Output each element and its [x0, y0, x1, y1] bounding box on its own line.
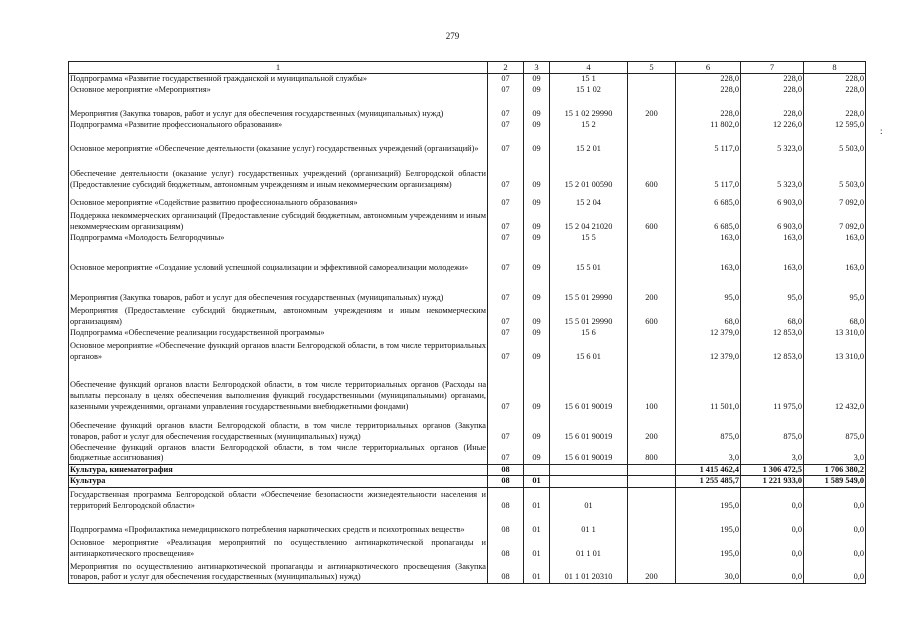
amount-year-1: 195,0: [676, 511, 741, 535]
amount-year-1: 195,0: [676, 487, 741, 511]
amount-year-1: 95,0: [676, 273, 741, 303]
row-name: Основное мероприятие «Содействие развитию профессионального образования»: [69, 190, 488, 208]
code-target-article: 01 1 01: [550, 535, 628, 559]
table-row: [69, 362, 866, 412]
code-section: 08: [488, 476, 524, 488]
row-name: Основное мероприятие «Создание условий успешной социализации и эффективной самореализации молодежи»: [69, 243, 488, 273]
amount-year-2: 0,0: [741, 535, 804, 559]
code-expense-type: 200: [628, 95, 676, 119]
code-target-article: 01 1 01 20310: [550, 559, 628, 583]
amount-year-1: 5 117,0: [676, 154, 741, 190]
table-row: [69, 130, 866, 154]
code-expense-type: 600: [628, 303, 676, 327]
amount-year-3: 5 503,0: [804, 154, 866, 190]
budget-table: [68, 61, 866, 584]
code-section: 07: [488, 243, 524, 273]
margin-mark: :: [880, 126, 883, 136]
code-subsection: 09: [524, 327, 550, 338]
code-expense-type: [628, 338, 676, 362]
amount-year-1: 68,0: [676, 303, 741, 327]
code-target-article: 15 5 01 29990: [550, 303, 628, 327]
code-target-article: [550, 476, 628, 488]
code-subsection: 01: [524, 559, 550, 583]
table-row: [69, 119, 866, 130]
amount-year-1: 228,0: [676, 73, 741, 84]
amount-year-3: 228,0: [804, 84, 866, 95]
code-subsection: 09: [524, 95, 550, 119]
amount-year-1: 12 379,0: [676, 338, 741, 362]
amount-year-2: 1 221 933,0: [741, 476, 804, 488]
code-subsection: 01: [524, 511, 550, 535]
column-header: 6: [676, 62, 741, 74]
table-row: [69, 476, 866, 488]
table-row: [69, 73, 866, 84]
code-target-article: 15 5 01 29990: [550, 273, 628, 303]
amount-year-1: 163,0: [676, 243, 741, 273]
amount-year-2: 163,0: [741, 232, 804, 243]
code-expense-type: 200: [628, 412, 676, 442]
code-subsection: 01: [524, 476, 550, 488]
row-name: Обеспечение функций органов власти Белгородской области, в том числе территориальных органов (Иные бюджетные ассигнования): [69, 442, 488, 464]
code-subsection: 09: [524, 208, 550, 232]
code-subsection: 09: [524, 243, 550, 273]
table-row: [69, 327, 866, 338]
row-name: Культура: [69, 476, 488, 488]
code-target-article: 15 5 01: [550, 243, 628, 273]
amount-year-3: 875,0: [804, 412, 866, 442]
amount-year-3: 13 310,0: [804, 338, 866, 362]
code-expense-type: [628, 190, 676, 208]
amount-year-1: 875,0: [676, 412, 741, 442]
code-subsection: 09: [524, 84, 550, 95]
code-section: 07: [488, 208, 524, 232]
amount-year-1: 6 685,0: [676, 190, 741, 208]
code-subsection: 01: [524, 487, 550, 511]
amount-year-3: 5 503,0: [804, 130, 866, 154]
row-name: Мероприятия (Закупка товаров, работ и услуг для обеспечения государственных (муниципальных) нужд): [69, 273, 488, 303]
code-subsection: 09: [524, 154, 550, 190]
row-name: Подпрограмма «Развитие государственной гражданской и муниципальной службы»: [69, 73, 488, 84]
table-body: [69, 73, 866, 583]
code-expense-type: [628, 476, 676, 488]
amount-year-2: 5 323,0: [741, 130, 804, 154]
table-row: [69, 303, 866, 327]
amount-year-2: 68,0: [741, 303, 804, 327]
table-row: [69, 338, 866, 362]
table-row: [69, 208, 866, 232]
row-name: Обеспечение деятельности (оказание услуг) государственных учреждений (организаций) Белгородской области (Предоставление субсидий бюджетным, автономным учреждениям и иным некоммерческим организациям): [69, 154, 488, 190]
code-subsection: 09: [524, 303, 550, 327]
code-expense-type: 600: [628, 208, 676, 232]
code-expense-type: 800: [628, 442, 676, 464]
amount-year-1: 11 802,0: [676, 119, 741, 130]
code-section: 07: [488, 73, 524, 84]
code-target-article: 15 6 01: [550, 338, 628, 362]
column-header: 4: [550, 62, 628, 74]
code-target-article: 15 2: [550, 119, 628, 130]
amount-year-1: 1 415 462,4: [676, 464, 741, 476]
row-name: Основное мероприятие «Обеспечение функций органов власти Белгородской области, в том числе территориальных органов»: [69, 338, 488, 362]
code-expense-type: [628, 511, 676, 535]
amount-year-1: 1 255 485,7: [676, 476, 741, 488]
code-section: 07: [488, 327, 524, 338]
amount-year-2: 0,0: [741, 511, 804, 535]
row-name: Мероприятия (Предоставление субсидий бюджетным, автономным учреждениям и иным некоммерческим организациям): [69, 303, 488, 327]
column-header: 1: [69, 62, 488, 74]
row-name: Обеспечение функций органов власти Белгородской области, в том числе территориальных органов (Закупка товаров, работ и услуг для обеспечения государственных (муниципальных) нужд): [69, 412, 488, 442]
code-expense-type: [628, 73, 676, 84]
amount-year-3: 1 589 549,0: [804, 476, 866, 488]
column-header: 5: [628, 62, 676, 74]
code-target-article: 15 1 02 29990: [550, 95, 628, 119]
code-section: 07: [488, 232, 524, 243]
code-expense-type: 200: [628, 273, 676, 303]
row-name: Подпрограмма «Профилактика немедицинского потребления наркотических средств и психотропных веществ»: [69, 511, 488, 535]
table-row: [69, 412, 866, 442]
code-target-article: 15 6 01 90019: [550, 362, 628, 412]
amount-year-2: 1 306 472,5: [741, 464, 804, 476]
table-row: [69, 243, 866, 273]
code-section: 07: [488, 442, 524, 464]
code-section: 07: [488, 412, 524, 442]
table-row: [69, 232, 866, 243]
amount-year-3: 12 432,0: [804, 362, 866, 412]
amount-year-2: 0,0: [741, 559, 804, 583]
code-subsection: 09: [524, 362, 550, 412]
amount-year-1: 12 379,0: [676, 327, 741, 338]
code-expense-type: [628, 243, 676, 273]
amount-year-3: 7 092,0: [804, 208, 866, 232]
table-row: [69, 95, 866, 119]
column-header: 2: [488, 62, 524, 74]
amount-year-1: 195,0: [676, 535, 741, 559]
table-row: [69, 511, 866, 535]
row-name: Поддержка некоммерческих организаций (Предоставление субсидий бюджетным, автономным учреждениям и иным некоммерческим организациям): [69, 208, 488, 232]
table-row: [69, 487, 866, 511]
code-subsection: 09: [524, 412, 550, 442]
code-section: 07: [488, 303, 524, 327]
code-target-article: 15 2 01 00590: [550, 154, 628, 190]
code-target-article: 15 1 02: [550, 84, 628, 95]
amount-year-3: 7 092,0: [804, 190, 866, 208]
code-subsection: 09: [524, 232, 550, 243]
code-section: 07: [488, 190, 524, 208]
amount-year-1: 163,0: [676, 232, 741, 243]
code-subsection: 09: [524, 130, 550, 154]
table-row: [69, 464, 866, 476]
amount-year-1: 5 117,0: [676, 130, 741, 154]
amount-year-2: 228,0: [741, 95, 804, 119]
code-target-article: 01: [550, 487, 628, 511]
amount-year-3: 0,0: [804, 487, 866, 511]
code-target-article: 01 1: [550, 511, 628, 535]
code-expense-type: [628, 84, 676, 95]
code-section: 07: [488, 338, 524, 362]
code-subsection: 09: [524, 73, 550, 84]
code-subsection: [524, 464, 550, 476]
code-subsection: 09: [524, 119, 550, 130]
code-section: 08: [488, 559, 524, 583]
amount-year-3: 228,0: [804, 73, 866, 84]
amount-year-3: 13 310,0: [804, 327, 866, 338]
code-section: 07: [488, 84, 524, 95]
row-name: Основное мероприятие «Мероприятия»: [69, 84, 488, 95]
amount-year-2: 875,0: [741, 412, 804, 442]
amount-year-3: 68,0: [804, 303, 866, 327]
code-target-article: 15 6 01 90019: [550, 442, 628, 464]
code-expense-type: [628, 487, 676, 511]
column-header: 8: [804, 62, 866, 74]
code-expense-type: [628, 327, 676, 338]
code-target-article: 15 2 04: [550, 190, 628, 208]
amount-year-1: 228,0: [676, 84, 741, 95]
code-expense-type: [628, 535, 676, 559]
code-section: 07: [488, 154, 524, 190]
row-name: Подпрограмма «Обеспечение реализации государственной программы»: [69, 327, 488, 338]
code-expense-type: [628, 130, 676, 154]
code-section: 08: [488, 464, 524, 476]
amount-year-3: 1 706 380,2: [804, 464, 866, 476]
code-section: 08: [488, 487, 524, 511]
code-expense-type: [628, 464, 676, 476]
table-row: [69, 84, 866, 95]
amount-year-2: 12 853,0: [741, 327, 804, 338]
amount-year-2: 6 903,0: [741, 208, 804, 232]
table-header: [69, 62, 866, 74]
code-subsection: 09: [524, 190, 550, 208]
row-name: Подпрограмма «Молодость Белгородчины»: [69, 232, 488, 243]
amount-year-1: 30,0: [676, 559, 741, 583]
table-row: [69, 559, 866, 583]
code-target-article: 15 2 01: [550, 130, 628, 154]
amount-year-3: 228,0: [804, 95, 866, 119]
row-name: Основное мероприятие «Реализация мероприятий по осуществлению антинаркотической пропаганды и антинаркотического просвещения»: [69, 535, 488, 559]
amount-year-1: 3,0: [676, 442, 741, 464]
amount-year-1: 228,0: [676, 95, 741, 119]
amount-year-3: 163,0: [804, 243, 866, 273]
code-target-article: 15 1: [550, 73, 628, 84]
code-expense-type: [628, 119, 676, 130]
row-name: Обеспечение функций органов власти Белгородской области, в том числе территориальных органов (Расходы на выплаты персоналу в целях обеспечения выполнения функций государственными (муниципальными) органами, казенными учреждениями, органами управления государственными внебюджетными фондами): [69, 362, 488, 412]
row-name: Государственная программа Белгородской области «Обеспечение безопасности жизнедеятельности населения и территорий Белгородской области»: [69, 487, 488, 511]
amount-year-3: 3,0: [804, 442, 866, 464]
amount-year-3: 12 595,0: [804, 119, 866, 130]
row-name: Подпрограмма «Развитие профессионального образования»: [69, 119, 488, 130]
code-target-article: 15 6 01 90019: [550, 412, 628, 442]
code-expense-type: [628, 232, 676, 243]
code-target-article: 15 5: [550, 232, 628, 243]
amount-year-2: 11 975,0: [741, 362, 804, 412]
code-target-article: 15 2 04 21020: [550, 208, 628, 232]
amount-year-2: 3,0: [741, 442, 804, 464]
table-row: [69, 442, 866, 464]
code-section: 07: [488, 273, 524, 303]
table-row: [69, 154, 866, 190]
amount-year-2: 228,0: [741, 73, 804, 84]
table-row: [69, 273, 866, 303]
code-subsection: 01: [524, 535, 550, 559]
amount-year-2: 6 903,0: [741, 190, 804, 208]
amount-year-2: 5 323,0: [741, 154, 804, 190]
code-target-article: [550, 464, 628, 476]
column-header: 7: [741, 62, 804, 74]
code-section: 07: [488, 119, 524, 130]
table-row: [69, 535, 866, 559]
amount-year-2: 0,0: [741, 487, 804, 511]
code-section: 08: [488, 511, 524, 535]
row-name: Мероприятия (Закупка товаров, работ и услуг для обеспечения государственных (муниципальных) нужд): [69, 95, 488, 119]
code-section: 07: [488, 95, 524, 119]
amount-year-1: 6 685,0: [676, 208, 741, 232]
code-target-article: 15 6: [550, 327, 628, 338]
amount-year-3: 0,0: [804, 559, 866, 583]
table-row: [69, 190, 866, 208]
code-section: 07: [488, 130, 524, 154]
amount-year-1: 11 501,0: [676, 362, 741, 412]
row-name: Культура, кинематография: [69, 464, 488, 476]
code-subsection: 09: [524, 338, 550, 362]
code-subsection: 09: [524, 273, 550, 303]
page-number: 279: [445, 31, 460, 41]
code-expense-type: 600: [628, 154, 676, 190]
code-section: 07: [488, 362, 524, 412]
amount-year-2: 12 226,0: [741, 119, 804, 130]
amount-year-2: 95,0: [741, 273, 804, 303]
amount-year-3: 0,0: [804, 535, 866, 559]
amount-year-2: 228,0: [741, 84, 804, 95]
code-expense-type: 100: [628, 362, 676, 412]
amount-year-3: 0,0: [804, 511, 866, 535]
amount-year-2: 12 853,0: [741, 338, 804, 362]
column-header: 3: [524, 62, 550, 74]
code-expense-type: 200: [628, 559, 676, 583]
row-name: Мероприятия по осуществлению антинаркотической пропаганды и антинаркотического просвещения (Закупка товаров, работ и услуг для обеспечения государственных (муниципальных) нужд): [69, 559, 488, 583]
amount-year-3: 163,0: [804, 232, 866, 243]
code-section: 08: [488, 535, 524, 559]
amount-year-2: 163,0: [741, 243, 804, 273]
amount-year-3: 95,0: [804, 273, 866, 303]
code-subsection: 09: [524, 442, 550, 464]
row-name: Основное мероприятие «Обеспечение деятельности (оказание услуг) государственных учреждений (организаций)»: [69, 130, 488, 154]
